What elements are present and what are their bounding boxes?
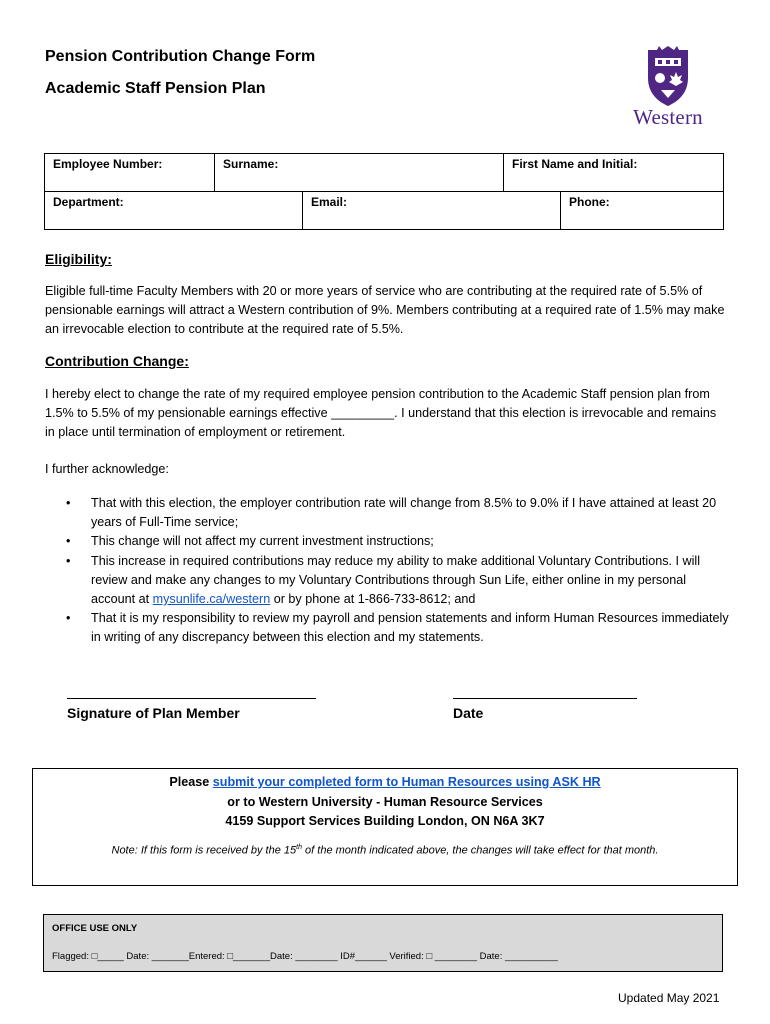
western-logo xyxy=(612,44,724,136)
contribution-heading: Contribution Change: xyxy=(45,353,189,369)
list-item: • That with this election, the employer contribution rate will change from 8.5% to 9.0% if I have attained at least 20 years of Full-Time service; xyxy=(66,496,717,530)
first-name-field[interactable] xyxy=(503,153,724,192)
list-item: • This increase in required contributions may reduce my ability to make additional Voluntary Contributions. I will review and make any changes to my Voluntary Contributions through Sun Life, either online in my personal account at mysunlife.ca/western or by phone at 1-866-733-8612; and xyxy=(66,553,700,607)
eligibility-text: Eligible full-time Faculty Members with 20 or more years of service who are contributing at the required rate of 5.5% of pensionable earnings will attract a Western contribution of 9%. Members contributing at a required rate of 1.5% may make an irrevocable election to contribute at the required rate of 5.5%. xyxy=(45,284,725,337)
submit-note: Note: If this form is received by the 15th of the month indicated above, the changes will take effect for that month. xyxy=(111,843,659,857)
updated-date: Updated May 2021 xyxy=(618,991,720,1005)
surname-label: Surname: xyxy=(223,157,279,171)
list-item: • That it is my responsibility to review my payroll and pension statements and inform Human Resources immediately in writing of any discrepancy between this election and my statements. xyxy=(66,611,729,645)
list-item: • This change will not affect my current investment instructions; xyxy=(45,532,729,551)
date-line[interactable] xyxy=(453,698,637,699)
employee-number-field[interactable] xyxy=(44,153,215,192)
western-wordmark: Western xyxy=(633,105,703,129)
submit-line-2: or to Western University - Human Resource Services xyxy=(227,794,543,809)
office-use-box xyxy=(43,914,723,972)
form-title: Pension Contribution Change Form xyxy=(45,48,316,65)
email-label: Email: xyxy=(311,195,348,209)
surname-field[interactable] xyxy=(214,153,504,192)
acknowledge-list xyxy=(45,494,729,648)
submit-address: 4159 Support Services Building London, ON N6A 3K7 xyxy=(225,814,545,828)
ask-hr-link[interactable]: submit your completed form to Human Resources using ASK HR xyxy=(212,775,601,789)
phone-field[interactable] xyxy=(560,191,724,230)
department-field[interactable] xyxy=(44,191,303,230)
email-field[interactable] xyxy=(302,191,561,230)
phone-label: Phone: xyxy=(569,195,610,209)
first-name-label: First Name and Initial: xyxy=(512,157,638,171)
mysunlife-link[interactable]: mysunlife.ca/western xyxy=(152,592,271,607)
form-subtitle: Academic Staff Pension Plan xyxy=(45,80,266,97)
crest-icon xyxy=(645,44,691,108)
date-label: Date xyxy=(453,705,484,721)
acknowledge-text: I further acknowledge: xyxy=(45,462,169,476)
bullet-icon: • xyxy=(66,553,71,568)
office-use-fields: Flagged: □_____ Date: _______Entered: □_______Date: ________ ID#______ Verified: □ ________ Date: __________ xyxy=(52,951,558,962)
employee-number-label: Employee Number: xyxy=(53,157,163,171)
contribution-text: I hereby elect to change the rate of my required employee pension contribution to the Academic Staff pension plan from 1.5% to 5.5% of my pensionable earnings effective _________. I understand that this election is irrevocable and remains in place until termination of employment or retirement. xyxy=(45,387,717,440)
signature-line[interactable] xyxy=(67,698,316,699)
eligibility-heading: Eligibility: xyxy=(45,251,112,267)
office-use-heading: OFFICE USE ONLY xyxy=(52,923,138,934)
bullet-icon: • xyxy=(66,534,71,549)
signature-label: Signature of Plan Member xyxy=(67,705,240,721)
bullet-icon: • xyxy=(66,611,71,626)
submission-box xyxy=(32,768,738,886)
employee-info-table xyxy=(44,153,724,230)
department-label: Department: xyxy=(53,195,124,209)
submit-line-1: Please submit your completed form to Human Resources using ASK HR xyxy=(169,775,601,789)
bullet-icon: • xyxy=(66,496,71,510)
